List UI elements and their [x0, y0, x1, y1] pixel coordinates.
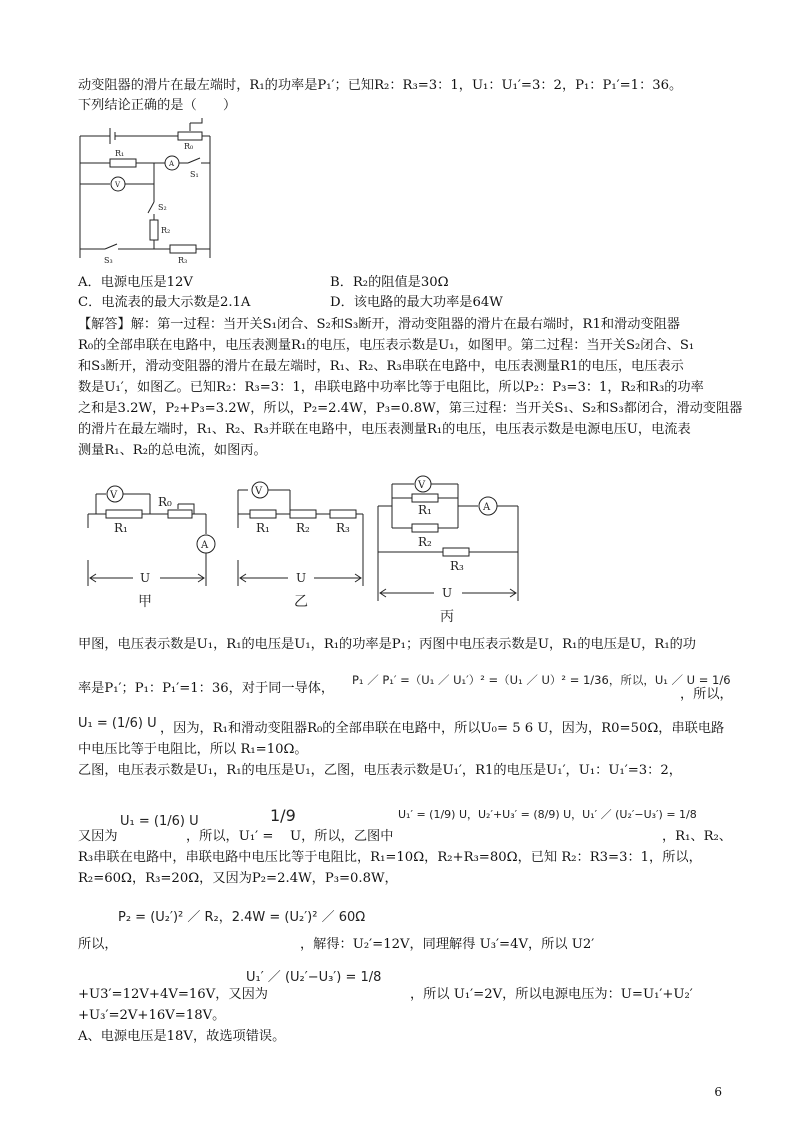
yi-r3: [330, 510, 356, 518]
solution-line-4: 数是U₁′，如图乙。已知R₂：R₃=3：1，串联电路中功率比等于电阻比，所以P₂：P₃=3：1，R₂和R₃的功率: [78, 380, 704, 395]
formula-u1-sixth: U₁ = (1/6) U: [78, 716, 157, 731]
solution-line-3: 和S₃断开，滑动变阻器的滑片在最左端时，R₁、R₂、R₃串联在电路中，电压表测量R1的电压，电压表示: [78, 359, 684, 374]
jia-caption: 甲: [138, 594, 152, 610]
jia-label-r0: R₀: [158, 495, 172, 509]
bing-label-r2: R₂: [418, 535, 432, 549]
figures-jia-yi-bing: [78, 466, 528, 626]
bing-r1: [412, 494, 438, 502]
bing-label-r1: R₁: [418, 503, 432, 517]
analysis-line-9b: ，解得：U₂′=12V，同理解得 U₃′=4V，所以 U2′: [300, 937, 595, 952]
solution-line-5: 之和是3.2W，P₂+P₃=3.2W，所以，P₂=2.4W，P₃=0.8W，第三过程：当开关S₁、S₂和S₃都闭合，滑动变阻器: [78, 401, 743, 416]
formula-u1-sixth-b: U₁ = (1/6) U: [120, 814, 199, 829]
yi-r1: [250, 510, 276, 518]
analysis-line-6a: 又因为: [78, 829, 118, 844]
analysis-line-10a: +U3′=12V+4V=16V，又因为: [78, 987, 268, 1002]
switch-s3: [105, 244, 117, 249]
jia-label-r1: R₁: [114, 521, 128, 535]
formula-one-eighth: U₁′ ／ (U₂′−U₃′) = 1/8: [246, 970, 382, 985]
page-number: 6: [714, 1085, 722, 1099]
jia-r1: [106, 510, 142, 518]
label-r0: R₀: [184, 142, 194, 151]
label-s1: S₁: [190, 170, 199, 179]
solution-line-2: R₀的全部串联在电路中，电压表测量R₁的电压，电压表示数是U₁，如图甲。第二过程：当开关S₂闭合、S₁: [78, 338, 695, 353]
bing-label-v: V: [418, 480, 426, 491]
analysis-line-2: 率是P₁′；P₁：P₁′=1：36，对于同一导体，: [78, 681, 335, 696]
analysis-line-2-end: ，所以，: [680, 687, 733, 702]
analysis-line-10b: ，所以 U₁′=2V，所以电源电压为：U=U₁′+U₂′: [410, 987, 693, 1002]
label-r1: R₁: [115, 149, 125, 158]
formula-u-ratios: U₁′ = (1/9) U，U₂′+U₃′ = (8/9) U，U₁′ ／ (U₂′−U₃′) = 1/8: [398, 808, 697, 821]
resistor-r3: [170, 245, 196, 253]
analysis-line-3: ，因为，R₁和滑动变阻器R₀的全部串联在电路中，所以U₀= 5 6 U，因为，R0=50Ω，串联电路: [160, 721, 725, 736]
resistor-r2: [150, 220, 158, 240]
solution-line-1: 【解答】解：第一过程：当开关S₁闭合、S₂和S₃断开，滑动变阻器的滑片在最右端时，R1和滑动变阻器: [78, 317, 680, 332]
analysis-line-8: R₂=60Ω，R₃=20Ω，又因为P₂=2.4W，P₃=0.8W，: [78, 871, 398, 886]
yi-label-u: U: [296, 571, 307, 585]
analysis-line-1: 甲图，电压表示数是U₁，R₁的电压是U₁，R₁的功率是P₁；丙图中电压表示数是U，R₁的电压是U，R₁的功: [78, 637, 696, 652]
switch-s2: [148, 202, 154, 213]
formula-one-ninth: 1/9: [270, 806, 296, 825]
analysis-line-4: 中电压比等于电阻比，所以 R₁=10Ω。: [78, 742, 308, 757]
question-line-2: 下列结论正确的是（ ）: [78, 98, 237, 113]
label-s3: S₃: [104, 256, 113, 265]
option-c: C．电流表的最大示数是2.1A: [78, 295, 251, 310]
label-voltmeter: V: [115, 181, 121, 189]
label-ammeter: A: [169, 160, 175, 168]
analysis-line-7: R₃串联在电路中，串联电路中电压比等于电阻比，R₁=10Ω，R₂+R₃=80Ω，已知 R₂：R3=3：1，所以，: [78, 850, 702, 865]
yi-label-r1: R₁: [256, 521, 270, 535]
analysis-line-11: +U₃′=2V+16V=18V。: [78, 1008, 226, 1023]
formula-power-ratio: P₁ ／ P₁′ =（U₁ ／ U₁′）² =（U₁ ／ U）² = 1/36，所以，U₁ ／ U = 1/6: [352, 673, 731, 687]
switch-s1: [188, 158, 200, 163]
jia-label-v: V: [110, 490, 118, 501]
option-a: A．电源电压是12V: [78, 275, 193, 290]
analysis-line-12: A、电源电压是18V，故选项错误。: [78, 1029, 286, 1044]
jia-r0: [168, 510, 192, 518]
analysis-line-6c: U，所以，乙图中: [290, 829, 394, 844]
analysis-line-5: 乙图，电压表示数是U₁，R₁的电压是U₁，乙图，电压表示数是U₁′，R1的电压是U₁′，U₁：U₁′=3：2，: [78, 763, 682, 778]
resistor-r1: [110, 159, 136, 167]
label-r2: R₂: [161, 226, 171, 235]
jia-label-a: A: [201, 540, 209, 551]
resistor-r0-top: [178, 132, 202, 140]
analysis-line-6d: ，R₁、R₂、: [662, 829, 732, 844]
yi-caption: 乙: [294, 594, 308, 610]
bing-label-a: A: [483, 502, 491, 513]
bing-label-u: U: [442, 586, 453, 600]
question-circuit-diagram: [70, 118, 250, 268]
question-line-1: 动变阻器的滑片在最左端时，R₁的功率是P₁′；已知R₂：R₃=3：1，U₁：U₁′=3：2，P₁：P₁′=1：36。: [78, 78, 683, 93]
analysis-line-6b: ，所以，U₁′ =: [186, 829, 274, 844]
formula-p2: P₂ = (U₂′)² ／ R₂，2.4W = (U₂′)² ／ 60Ω: [118, 910, 366, 925]
solution-line-6: 的滑片在最左端时，R₁、R₂、R₃并联在电路中，电压表测量R₁的电压，电压表示数是电源电压U，电流表: [78, 422, 691, 437]
jia-label-u: U: [140, 571, 151, 585]
bing-r3: [443, 548, 469, 556]
solution-line-7: 测量R₁、R₂的总电流，如图丙。: [78, 443, 267, 458]
bing-label-r3: R₃: [450, 559, 464, 573]
label-s2: S₂: [158, 203, 167, 212]
yi-label-v: V: [255, 486, 263, 497]
label-r3: R₃: [178, 256, 188, 265]
bing-r2: [412, 524, 438, 532]
yi-label-r2: R₂: [296, 521, 310, 535]
yi-label-r3: R₃: [336, 521, 350, 535]
option-b: B．R₂的阻值是30Ω: [330, 275, 449, 290]
yi-r2: [290, 510, 316, 518]
option-d: D．该电路的最大功率是64W: [330, 295, 503, 310]
analysis-line-9a: 所以，: [78, 937, 118, 952]
bing-caption: 丙: [440, 609, 454, 625]
